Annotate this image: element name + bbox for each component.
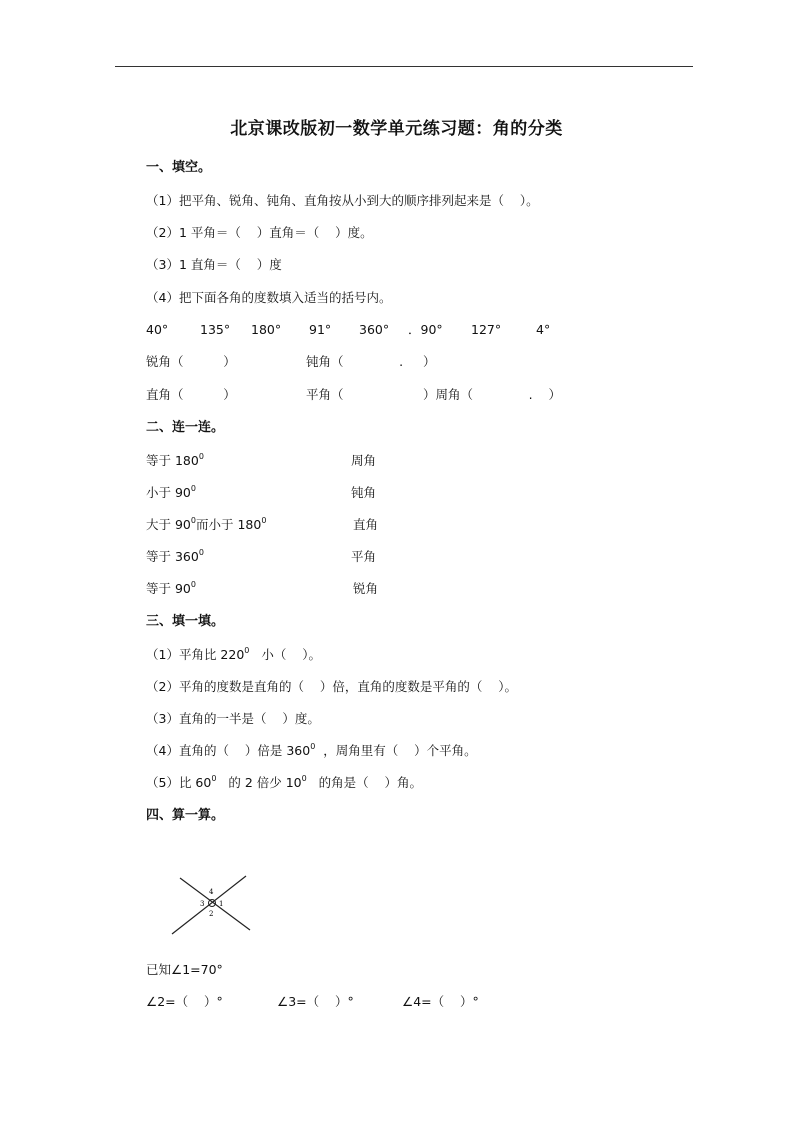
question-1-4: （4）把下面各角的度数填入适当的括号内。	[146, 290, 392, 305]
question-3-2: （2）平角的度数是直角的（ ）倍，直角的度数是平角的（ ）。	[146, 679, 517, 694]
section3-heading: 三、填一填。	[146, 614, 225, 629]
question-3-3: （3）直角的一半是（ ）度。	[146, 711, 320, 726]
acute-blank: 锐角（ ）	[146, 354, 236, 369]
question-1-3: （3）1 直角＝（ ）度	[146, 257, 282, 272]
angle-label: 2	[209, 910, 214, 918]
given-angle: 已知∠1=70°	[146, 962, 223, 977]
section4-heading: 四、算一算。	[146, 808, 225, 823]
degree-value: ．90°	[408, 322, 443, 337]
section1-heading: 一、填空。	[146, 160, 212, 175]
angle-4-blank: ∠4=（ ）°	[402, 994, 479, 1009]
angle-2-blank: ∠2=（ ）°	[146, 994, 223, 1009]
degree-value: 4°	[536, 322, 551, 337]
question-1-2: （2）1 平角＝（ ）直角＝（ ）度。	[146, 225, 373, 240]
question-3-4: （4）直角的（ ）倍是 $360^0$ ，周角里有（ ）个平角。	[146, 742, 477, 758]
match-left-item: 等于 $180^0$	[146, 452, 204, 468]
match-left-item: 等于 $90^0$	[146, 580, 196, 596]
match-right-item: 直角	[353, 517, 379, 532]
match-left-item: 大于 $90^0$而小于 $180^0$	[146, 516, 267, 532]
right-blank: 直角（ ）	[146, 387, 236, 402]
question-3-5: （5）比 $60^0$ 的 2 倍少 $10^0$ 的角是（ ）角。	[146, 774, 423, 790]
question-1-1: （1）把平角、锐角、钝角、直角按从小到大的顺序排列起来是（ ）。	[146, 193, 539, 208]
degree-value: 135°	[200, 322, 231, 337]
match-left-item: 等于 $360^0$	[146, 548, 204, 564]
angle-label: 4	[209, 888, 214, 896]
match-right-item: 钝角	[351, 485, 377, 500]
header-rule	[115, 66, 693, 67]
page-title: 北京课改版初一数学单元练习题：角的分类	[230, 119, 563, 139]
degree-value: 91°	[309, 322, 332, 337]
match-right-item: 平角	[351, 549, 377, 564]
angle-3-blank: ∠3=（ ）°	[277, 994, 354, 1009]
match-right-item: 锐角	[353, 581, 379, 596]
section2-heading: 二、连一连。	[146, 420, 225, 435]
straight-full-blank: 平角（ ）周角（ . ）	[306, 387, 561, 402]
degree-value: 127°	[471, 322, 502, 337]
question-3-1: （1）平角比 $220^0$ 小（ ）。	[146, 646, 321, 662]
degree-value: 360°	[359, 322, 390, 337]
intersecting-lines-figure	[166, 872, 258, 938]
angle-label: 1	[219, 900, 224, 908]
match-left-item: 小于 $90^0$	[146, 484, 196, 500]
degree-value: 40°	[146, 322, 169, 337]
angle-label: 3	[200, 900, 205, 908]
match-right-item: 周角	[351, 453, 377, 468]
obtuse-blank: 钝角（ . ）	[306, 354, 436, 369]
degree-value: 180°	[251, 322, 282, 337]
